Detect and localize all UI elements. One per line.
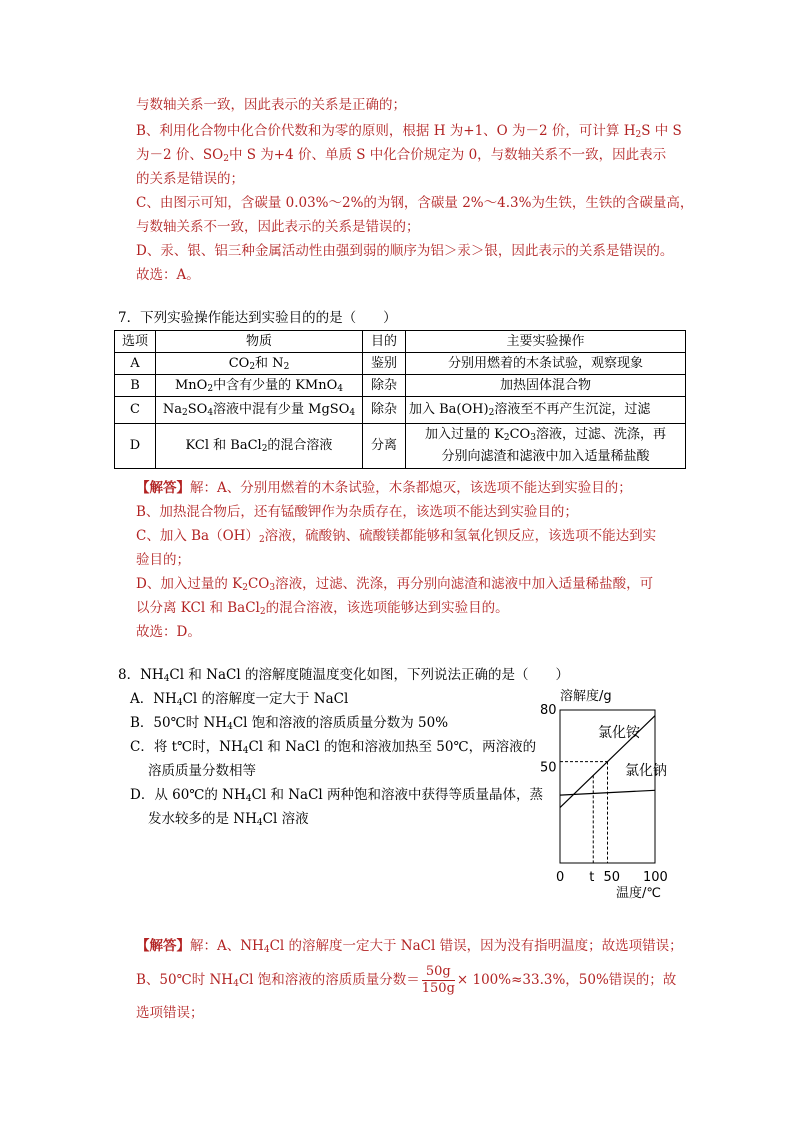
text-line: 与数轴关系一致，因此表示的关系是正确的； (136, 97, 406, 113)
text-line: 与数轴关系不一致，因此表示的关系是错误的； (136, 219, 420, 235)
option-c: C．将 t℃时，$NH_4Cl$ 和 NaCl 的饱和溶液加热至 50℃，两溶液的 (130, 739, 537, 756)
table-header-cell: 目的 (363, 331, 406, 353)
table-row (115, 397, 686, 424)
text-line: C、由图示可知，含碳量 0.03%～2%的为钢，含碳量 2%～4.3%为生铁，生铁的含碳量高， (136, 195, 694, 211)
question-stem: 8．$NH_4Cl$ 和 NaCl 的溶解度随温度变化如图，下列说法正确的是（ ） (118, 667, 569, 684)
x-tick-label: 50 (603, 870, 621, 885)
answer-line: 故选：D。 (136, 624, 201, 640)
x-tick-label: t (589, 870, 595, 885)
text-line: 故选：A。 (136, 267, 200, 283)
table-cell: A (115, 353, 156, 375)
series-label: 氯化钠 (625, 763, 667, 780)
table-cell: C (115, 397, 156, 424)
table-cell: 加入 $Ba(OH)_2$溶液至不再产生沉淀，过滤 (406, 397, 686, 424)
table-header-row (115, 331, 686, 353)
table-cell: 加入过量的 $K_2CO_3$溶液，过滤、洗涤，再 分别向滤渣和滤液中加入适量稀盐酸 (406, 424, 686, 469)
table-header-cell: 主要实验操作 (406, 331, 686, 353)
table-cell: $Na_2SO_4$溶液中混有少量 MgSO$_4$ (156, 397, 363, 424)
option-c-cont: 溶质质量分数相等 (148, 763, 256, 779)
table-row (115, 424, 686, 469)
option-d-cont: 发水较多的是 $NH_4Cl$ 溶液 (148, 811, 309, 828)
option-d: D．从 60℃的 $NH_4Cl$ 和 NaCl 两种饱和溶液中获得等质量晶体，蒸 (130, 787, 544, 804)
text-line: 的关系是错误的； (136, 171, 244, 187)
table-cell: 除杂 (363, 397, 406, 424)
table-cell: 分别用燃着的木条试验，观察现象 (406, 353, 686, 375)
experiment-table (114, 330, 686, 469)
x-tick-label: 100 (643, 870, 668, 885)
answer-tag: 【解答】 (136, 480, 190, 496)
table-cell: $CO_2$和 $N_2$ (156, 353, 363, 375)
answer-line: 选项错误； (136, 1005, 204, 1021)
answer-tag: 【解答】 (136, 938, 190, 954)
table-cell: 分离 (363, 424, 406, 469)
table-cell: 加热固体混合物 (406, 375, 686, 397)
answer-line: 以分离 KCl 和 BaCl$_2$的混合溶液，该选项能够达到实验目的。 (136, 600, 509, 617)
table-cell: 除杂 (363, 375, 406, 397)
y-axis-label: 溶解度/g (560, 689, 612, 704)
y-tick-label: 80 (540, 703, 557, 718)
table-cell: 鉴别 (363, 353, 406, 375)
y-tick-label: 50 (540, 760, 557, 776)
text-line: D、汞、银、铝三种金属活动性由强到弱的顺序为铝＞汞＞银，因此表示的关系是错误的。 (136, 243, 674, 259)
question-stem: 7．下列实验操作能达到实验目的的是（ ） (118, 310, 397, 326)
text-line: B、利用化合物中化合价代数和为零的原则，根据 H 为+1、O 为－2 价，可计算 $H_2S$ 中 S (136, 123, 682, 140)
answer-line: 【解答】解：A、分别用燃着的木条试验，木条都熄灭，该选项不能达到实验目的； (136, 480, 632, 496)
table-cell: MnO$_2$中含有少量的 KMnO$_4$ (156, 375, 363, 397)
fraction: $\frac{50g}{150g}$ (421, 964, 455, 996)
table-cell: B (115, 375, 156, 397)
answer-line: 验目的； (136, 552, 190, 568)
answer-line: D、加入过量的 $K_2CO_3$溶液，过滤、洗涤，再分别向滤渣和滤液中加入适量稀盐酸，可 (136, 576, 654, 593)
option-b: B．50℃时 $NH_4Cl$ 饱和溶液的溶质质量分数为 50% (130, 715, 449, 732)
answer-line: 【解答】解：A、$NH_4Cl$ 的溶解度一定大于 NaCl 错误，因为没有指明温度；故选项错误； (136, 938, 683, 955)
answer-line: C、加入 $Ba(OH)_2$溶液，硫酸钠、硫酸镁都能够和氢氧化钡反应，该选项不能达到实 (136, 528, 657, 545)
text-line: 为－2 价、$SO_2$中 S 为+4 价、单质 S 中化合价规定为 0，与数轴关系不一致，因此表示 (136, 147, 667, 164)
table-header-cell: 物质 (156, 331, 363, 353)
option-a: A．$NH_4Cl$ 的溶解度一定大于 NaCl (130, 691, 349, 708)
table-row (115, 353, 686, 375)
series-label: 氯化铵 (598, 724, 640, 741)
table-header-cell: 选项 (115, 331, 156, 353)
answer-line: B、50℃时 $NH_4Cl$ 饱和溶液的溶质质量分数＝ $\frac{50g}{150g}$ × 100%≈33.3%，50%错误的；故 (136, 964, 677, 996)
x-tick-label: 0 (556, 870, 565, 885)
x-axis-label: 温度/℃ (616, 886, 661, 901)
answer-line: B、加热混合物后，还有锰酸钾作为杂质存在，该选项不能达到实验目的； (136, 504, 578, 520)
table-row (115, 375, 686, 397)
table-cell: D (115, 424, 156, 469)
table-cell: KCl 和 BaCl$_2$的混合溶液 (156, 424, 363, 469)
solubility-chart (540, 684, 680, 904)
